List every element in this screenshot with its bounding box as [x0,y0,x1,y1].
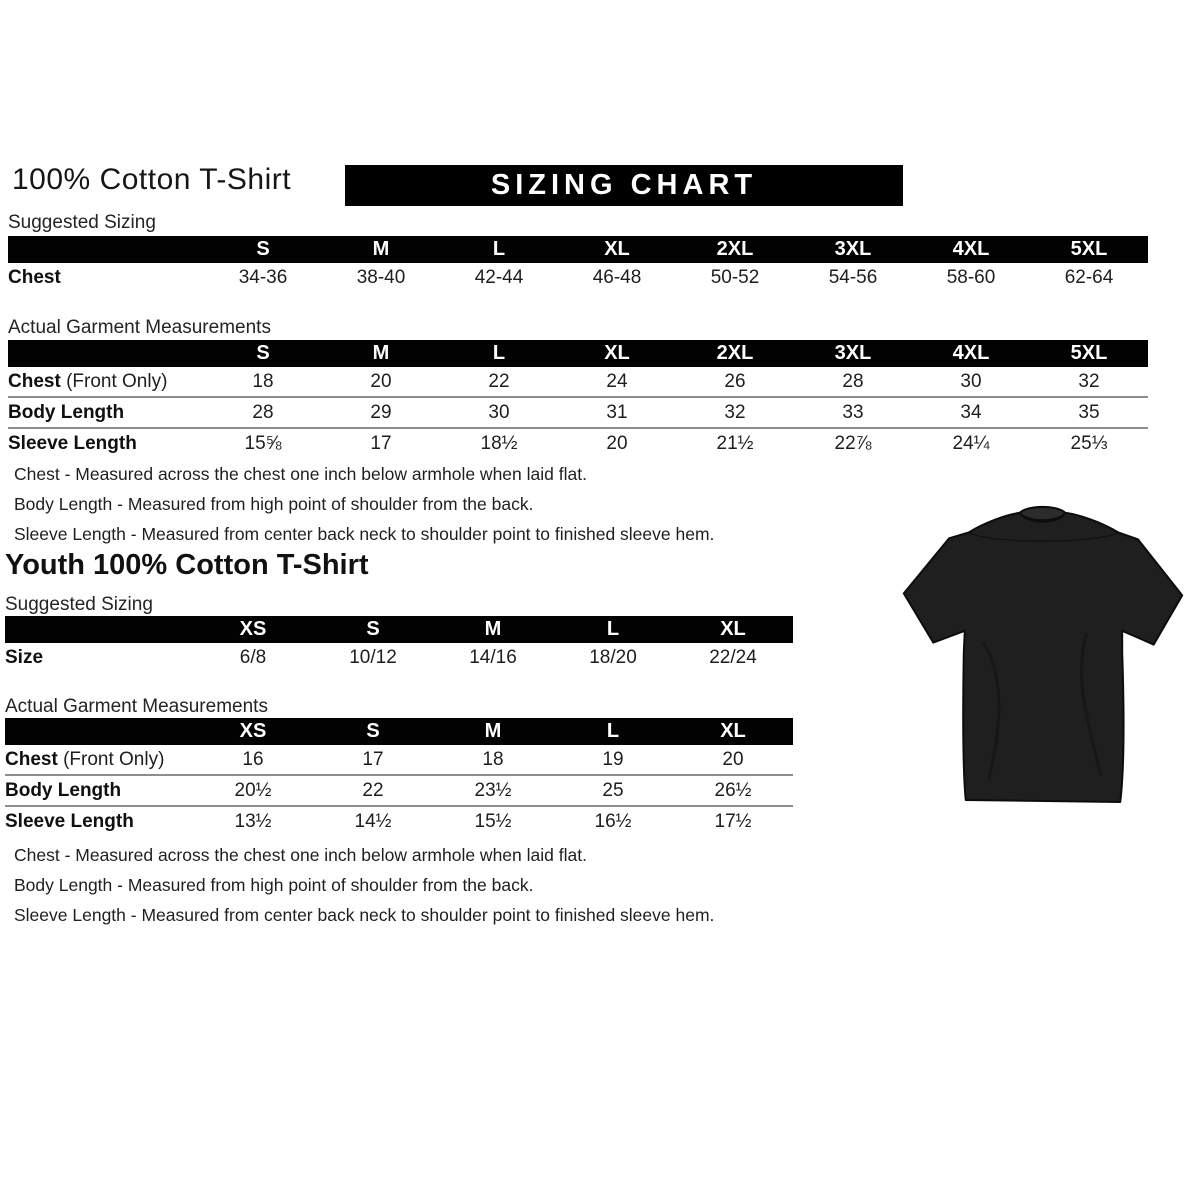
table-row [5,775,793,806]
measurement-cell: 21½ [676,428,794,458]
column-header-m: M [433,616,553,643]
adult-measurement-notes [14,459,714,549]
measurement-cell: 26½ [673,775,793,806]
row-label: Chest (Front Only) [5,748,165,770]
column-header-m: M [433,718,553,745]
measurement-cell: 32 [1078,370,1100,392]
column-header-3xl: 3XL [794,236,912,263]
youth-section-title: Youth 100% Cotton T-Shirt [5,549,369,581]
table-row [8,367,1148,397]
table-row [5,643,793,672]
measurement-cell: 22/24 [709,646,757,668]
measurement-cell: 15⅝ [204,428,322,458]
table-header-row [8,236,1148,263]
note-line: Sleeve Length - Measured from center back neck to shoulder point to finished sleeve hem. [14,524,715,544]
measurement-cell: 17 [322,428,440,458]
row-label: Size [5,646,44,668]
column-header-l: L [553,718,673,745]
measurement-cell: 28 [204,397,322,428]
youth-suggested-sizing-table [5,616,793,672]
adult-suggested-sizing-table [8,236,1148,292]
measurement-cell: 18 [482,748,504,770]
measurement-cell: 46-48 [592,266,642,288]
column-header-5xl: 5XL [1030,236,1148,263]
measurement-cell: 29 [322,397,440,428]
measurement-cell: 14½ [313,806,433,836]
adult-actual-measurements-table [8,340,1148,458]
column-header-l: L [440,236,558,263]
measurement-cell: 17½ [673,806,793,836]
measurement-cell: 15½ [433,806,553,836]
measurement-cell: 38-40 [356,266,406,288]
table-corner-cell [8,340,204,367]
column-header-4xl: 4XL [912,340,1030,367]
table-header-row [5,718,793,745]
tshirt-product-image [890,474,1195,826]
table-row [8,397,1148,428]
measurement-cell: 16½ [553,806,673,836]
table-row [8,263,1148,292]
measurement-cell: 28 [842,370,864,392]
youth-suggested-sizing-label: Suggested Sizing [5,594,153,615]
measurement-cell: 22⅞ [794,428,912,458]
measurement-cell: 35 [1030,397,1148,428]
youth-actual-measurements-label: Actual Garment Measurements [5,696,268,717]
measurement-cell: 22 [313,775,433,806]
column-header-3xl: 3XL [794,340,912,367]
measurement-cell: 18/20 [589,646,637,668]
column-header-5xl: 5XL [1030,340,1148,367]
measurement-cell: 14/16 [469,646,517,668]
black-tshirt-icon [890,474,1195,826]
measurement-cell: 42-44 [474,266,524,288]
table-row [8,428,1148,458]
column-header-m: M [322,340,440,367]
measurement-cell: 20 [370,370,392,392]
measurement-cell: 54-56 [828,266,878,288]
row-label: Chest [8,266,61,288]
column-header-xl: XL [673,718,793,745]
table-corner-cell [5,616,193,643]
measurement-cell: 20 [558,428,676,458]
measurement-cell: 23½ [433,775,553,806]
measurement-cell: 13½ [193,806,313,836]
measurement-cell: 34 [912,397,1030,428]
column-header-l: L [440,340,558,367]
size-table [8,340,1148,458]
table-header-row [8,340,1148,367]
youth-measurement-notes [14,840,714,930]
row-label: Body Length [8,397,204,428]
note-line: Chest - Measured across the chest one inch below armhole when laid flat. [14,845,587,865]
column-header-m: M [322,236,440,263]
sizing-chart-banner-text: SIZING CHART [490,169,758,201]
column-header-s: S [204,236,322,263]
measurement-cell: 25 [553,775,673,806]
column-header-xl: XL [558,236,676,263]
adult-actual-measurements-label: Actual Garment Measurements [8,317,271,338]
measurement-cell: 50-52 [710,266,760,288]
measurement-cell: 31 [558,397,676,428]
measurement-cell: 58-60 [946,266,996,288]
row-label: Sleeve Length [8,428,204,458]
note-line: Body Length - Measured from high point of shoulder from the back. [14,875,534,895]
measurement-cell: 6/8 [239,646,267,668]
column-header-s: S [313,718,433,745]
size-table [8,236,1148,292]
sizing-chart-banner [345,165,903,206]
column-header-xl: XL [558,340,676,367]
table-corner-cell [5,718,193,745]
column-header-4xl: 4XL [912,236,1030,263]
column-header-2xl: 2XL [676,340,794,367]
size-table [5,718,793,836]
column-header-s: S [204,340,322,367]
youth-actual-measurements-table [5,718,793,836]
measurement-cell: 19 [602,748,624,770]
adult-suggested-sizing-label: Suggested Sizing [8,212,156,233]
measurement-cell: 20 [722,748,744,770]
measurement-cell: 17 [362,748,384,770]
measurement-cell: 34-36 [238,266,288,288]
table-corner-cell [8,236,204,263]
column-header-xl: XL [673,616,793,643]
column-header-xs: XS [193,616,313,643]
measurement-cell: 26 [724,370,746,392]
row-label: Sleeve Length [5,806,193,836]
note-line: Body Length - Measured from high point of shoulder from the back. [14,494,534,514]
page-title: 100% Cotton T-Shirt [12,163,292,196]
column-header-l: L [553,616,673,643]
table-header-row [5,616,793,643]
row-label: Body Length [5,775,193,806]
table-row [5,806,793,836]
measurement-cell: 25⅓ [1030,428,1148,458]
measurement-cell: 20½ [193,775,313,806]
note-line: Sleeve Length - Measured from center back neck to shoulder point to finished sleeve hem. [14,905,715,925]
measurement-cell: 30 [440,397,558,428]
measurement-cell: 30 [960,370,982,392]
note-line: Chest - Measured across the chest one inch below armhole when laid flat. [14,464,587,484]
measurement-cell: 24 [606,370,628,392]
measurement-cell: 32 [676,397,794,428]
size-table [5,616,793,672]
table-row [5,745,793,775]
column-header-xs: XS [193,718,313,745]
measurement-cell: 18½ [440,428,558,458]
measurement-cell: 62-64 [1064,266,1114,288]
measurement-cell: 16 [242,748,264,770]
column-header-s: S [313,616,433,643]
measurement-cell: 33 [794,397,912,428]
row-label: Chest (Front Only) [8,370,168,392]
measurement-cell: 24¼ [912,428,1030,458]
column-header-2xl: 2XL [676,236,794,263]
measurement-cell: 18 [252,370,274,392]
measurement-cell: 22 [488,370,510,392]
measurement-cell: 10/12 [349,646,397,668]
